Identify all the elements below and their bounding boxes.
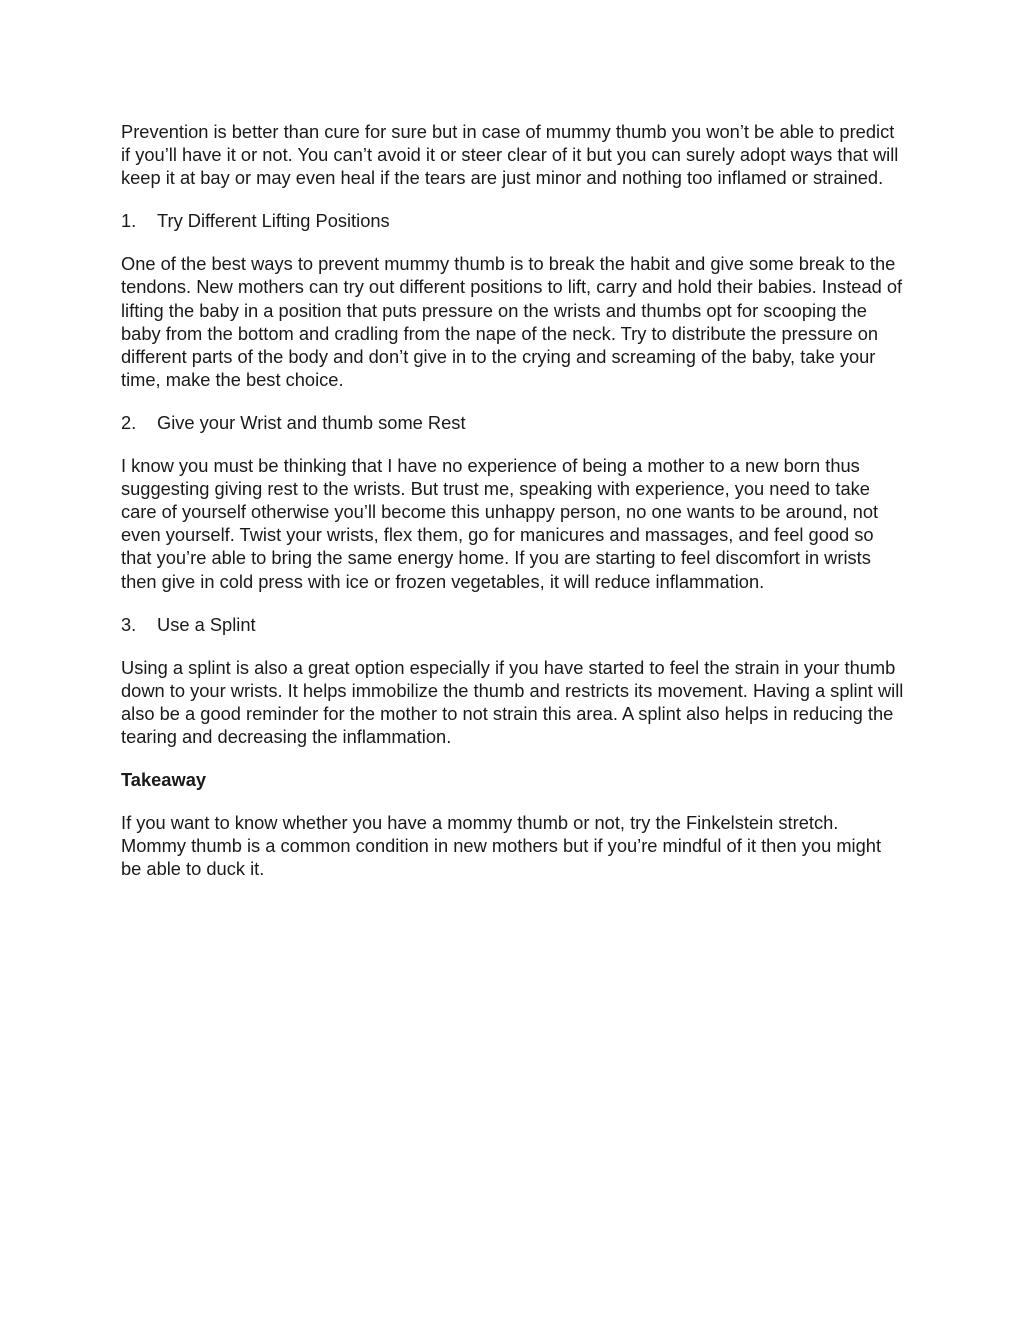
takeaway-paragraph: If you want to know whether you have a mommy thumb or not, try the Finkelstein stretch. Mommy thumb is a common condition in new mothers but if you’re mindful of it then you might be able to duck it. — [121, 812, 882, 880]
list-item-3 — [121, 613, 906, 636]
section-2-paragraph: I know you must be thinking that I have no experience of being a mother to a new born thus suggesting giving rest to the wrists. But trust me, speaking with experience, you need to take care of yourself otherwise you’ll become this unhappy person, no one wants to be around, not even yourself. Twist your wrists, flex them, go for manicures and massages, and feel good so that you’re able to bring the same energy home. If you are starting to feel discomfort in wrists then give in cold press with ice or frozen vegetables, it will reduce inflammation. — [121, 455, 879, 592]
list-title: Give your Wrist and thumb some Rest — [157, 411, 466, 433]
list-item-1 — [121, 209, 906, 232]
list-title: Use a Splint — [157, 613, 256, 635]
section-3-paragraph: Using a splint is also a great option especially if you have started to feel the strain in your thumb down to your wrists. It helps immobilize the thumb and restricts its movement. Having a splint will also be a good reminder for the mother to not strain this area. A splint also helps in reducing the tearing and decreasing the inflammation. — [121, 656, 904, 747]
takeaway-heading: Takeaway — [121, 769, 207, 791]
list-number: 2. — [121, 411, 137, 433]
list-title: Try Different Lifting Positions — [157, 210, 390, 232]
intro-paragraph: Prevention is better than cure for sure but in case of mummy thumb you won’t be able to predict if you’ll have it or not. You can’t avoid it or steer clear of it but you can surely adopt ways that will keep it at bay or may even heal if the tears are just minor and nothing too inflamed or strained. — [121, 121, 899, 189]
list-number: 3. — [121, 613, 137, 635]
section-1-paragraph: One of the best ways to prevent mummy thumb is to break the habit and give some break to the tendons. New mothers can try out different positions to lift, carry and hold their babies. Instead of lifting the baby in a position that puts pressure on the wrists and thumbs opt for scooping the baby from the bottom and cradling from the nape of the neck. Try to distribute the pressure on different parts of the body and don’t give in to the crying and screaming of the baby, take your time, make the best choice. — [121, 253, 903, 390]
list-number: 1. — [121, 210, 137, 232]
list-item-2 — [121, 411, 906, 434]
document-body — [121, 120, 906, 900]
